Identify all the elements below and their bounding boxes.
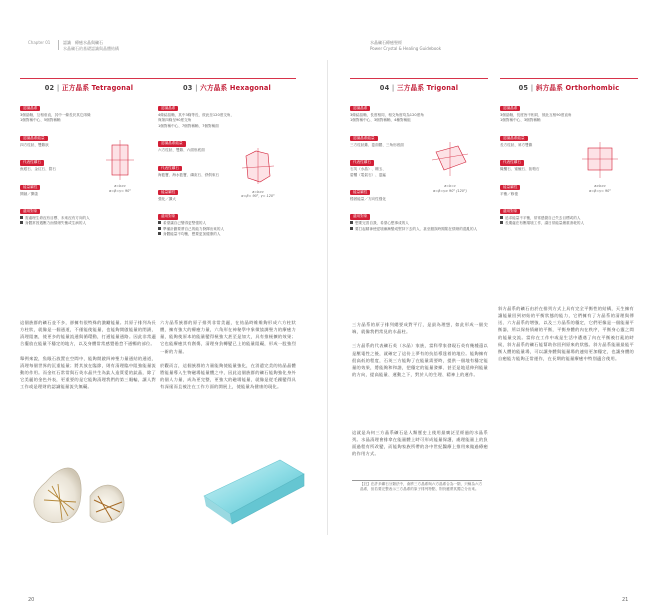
label-gem: 代表性礦石 (500, 160, 524, 165)
system-card-trigonal (350, 78, 488, 232)
left-folio: 20 (28, 597, 35, 603)
bullet-icon (20, 221, 23, 224)
section-name-cn: 六方晶系 (200, 84, 228, 92)
body-text-right-a: 三方晶系的原子排列總要成對平行，是最為理想，如此形成一個尖端，就像我們常見的水晶柱。 三方晶系的代表礦石英（水晶）家族，當科學家發現石英有幾種還以是壓電性之後，就確定了這份上夢有的抗倍導達着的地位。能夠擁有很高低的程度，石英三方能夠了在能量需要時，提供一個地有穩定能量的效果，將能夠和和諧，把穩定的能量發揮、甚至是地延伸到能量的方向，提高能量、運動之下，對於人的生理、精神上的運作。 (352, 323, 488, 379)
note-rule (352, 480, 482, 481)
fit-item: 長期處在有壓環境工作，讓日常能量嚴重消耗的人 (500, 221, 638, 226)
bullet-icon (500, 221, 503, 224)
fit-item: 準備計劃要將自己的能力發揮出來的人 (158, 227, 296, 232)
section-number: 04 (379, 84, 390, 92)
formula-angles: α=β=γ= 90° (108, 188, 132, 193)
crystal-shape-icon (572, 140, 628, 184)
right-running-header (370, 40, 441, 52)
footnote (360, 482, 484, 492)
bullet-icon (158, 227, 161, 230)
section-name-en: Trigonal (426, 84, 459, 92)
label-body: 能量屬性 (158, 190, 178, 195)
bullet-icon (350, 221, 353, 224)
section-name-cn: 斜方晶系 (535, 84, 563, 92)
system-card-orthorhombic (500, 78, 638, 227)
formula-axes: a≠b≠c (594, 184, 606, 189)
crystal-shape-icon (92, 140, 148, 184)
formula-axes: a=b≠c (114, 184, 126, 189)
gem-text: 魚眼石、金紅石、鋯石 (20, 167, 56, 172)
left-header-subtitle: 水晶礦石的基礎認識與晶體結構 (62, 46, 119, 51)
formula-angles: α=β= 90°, γ= 120° (241, 194, 275, 199)
crystal-diagram (92, 140, 148, 193)
right-header-title: 水晶礦石療癒聖經 (370, 40, 402, 45)
label-gem: 代表性礦石 (158, 166, 182, 171)
section-title: 04 | 三方晶系 Trigonal (350, 78, 488, 94)
gem-text: 石英（水晶）、剛玉、 碧璽（電氣石）、菱錳 (350, 167, 386, 177)
energy-text: 六方柱狀、雙錐、六面形底面 (158, 148, 205, 153)
core-text: 3條結晶軸，長度相同，相交角度均為120度角 1個對稱中心、3個對稱軸、4種對稱組 (350, 113, 424, 123)
label-energy: 認識晶系能量 (500, 136, 528, 141)
crystal-diagram (230, 146, 286, 199)
aquamarine-photo (200, 456, 310, 526)
chapter-label: Chapter 01 (28, 40, 51, 45)
section-name-en: Orthorhombic (565, 84, 620, 92)
crystal-shape-icon (230, 146, 286, 190)
props-text: 強化／擴大 (158, 197, 176, 202)
fit-item: 希望讓自己變得更堅強的人 (158, 221, 296, 226)
section-name-en: Tetragonal (91, 84, 134, 92)
label-fit: 適用對象 (158, 214, 178, 219)
body-text-left-b: 六方晶系族群的原子排列非常美麗，在結晶時維維夠形成六方柱狀體，擁有強大的療癒力量，六角形在神秘學中象徵協調聖力的療癒力量，能夠使原本的能量變得極強大甚至是加大，具有推極擴的效果；它也能療癒其有創傷，清理身負轉變已上的能量阻礙，形成一股強烈一新的力量。 於觀而言，這個族群的力量能夠使能量強化，在消遣完美的結晶晶體將能量導入生物磁場能量體之中，因此這個族群的礦石能夠強化身外的個人力量，成為更完整，更強大的磁場能量，就像是從毛躁變得具有深邃而且被注在工作方面的開展上，使能量為健康的現化。 (160, 321, 296, 391)
formula-axes: a=b≠c (252, 189, 264, 194)
fit-item: 想要完善自我，希望心想事成的人 (350, 221, 488, 226)
section-number: 05 (518, 84, 529, 92)
section-name-en: Hexagonal (229, 84, 272, 92)
bullet-icon (158, 232, 161, 235)
props-text: 平衡／修復 (500, 191, 518, 196)
bullet-icon (500, 216, 503, 219)
label-fit: 適用對象 (500, 209, 520, 214)
section-name-cn: 正方晶系 (61, 84, 90, 92)
label-energy: 認識晶系能量 (158, 141, 186, 146)
right-header-subtitle: Power Crystal & Healing Guidebook (370, 46, 442, 51)
formula-axes: a=b=c (444, 184, 456, 189)
book-spine (327, 60, 328, 535)
fit-item: 追求能量不平衡，常常感覺自己失去目標或的人 (500, 216, 638, 221)
fit-item: 身體常因遇壓力而情緒失衡或生病的人 (20, 221, 158, 226)
system-card-tetragonal (20, 78, 158, 227)
label-fit: 適用對象 (20, 209, 40, 214)
note-marker: 【註】 (360, 482, 371, 486)
core-text: 3個晶軸，長度皆不相同，彼此互相90度直角 1個對稱中心、3個對稱軸 (500, 113, 572, 123)
left-header-title: 認識 療癒水晶與礦石 (62, 40, 103, 45)
energy-text: 長方柱狀、斜方雙錐 (500, 142, 533, 147)
props-text: 開創／開啟 (20, 191, 38, 196)
gem-text: 橄欖石、蜜蠟石、拓帕石 (500, 167, 540, 172)
label-core: 認識晶系 (20, 106, 40, 111)
crystal-diagram (572, 140, 628, 193)
bullet-icon (350, 227, 353, 230)
fit-item: 需處理生命沒有目標、未來沒有方向的人 (20, 216, 158, 221)
label-body: 能量屬性 (350, 190, 370, 195)
label-core: 認識晶系 (500, 106, 520, 111)
bullet-icon (20, 216, 23, 219)
note-text: 在許多礦石分類法中，會將三方晶系與六方晶系合為一類，只稱為六方晶系，但若要完整表示三方晶系的原子排列特點，則仍應將其獨立分出來。 (360, 482, 483, 491)
core-text: 3個晶軸，互相垂直，其中一條長於其它兩條 1個對稱中心、5個對稱軸 (20, 113, 91, 123)
right-folio: 21 (622, 597, 629, 603)
label-gem: 代表性礦石 (350, 160, 374, 165)
core-text: 4條結晶軸，其中3條等長，彼此呈120度交角， 與第四條呈90度交角 1個對稱中心、7個對稱軸、7個對稱面 (158, 113, 235, 128)
formula-angles: α=β=γ= 90° (588, 188, 612, 193)
label-energy: 認識晶系能量 (20, 136, 48, 141)
body-text-left-a: 這個族群的礦石並不多，卻擁有很特殊的激勵能量。其原子排列為長方柱狀，就像是一個通道，不僅能使能量，也能夠開啟能量的閉鎖，清理阻塞，使更多的能量流通與循環動，打通能量通路。因此非常適合擺放在能量不穩定的地方，以及身體常常感覺倦怠不通暢的部位。 舉例來說，魚眼石放置在空間中，能夠開啟四神聖力量通結的通道，清理每個世界的沉重能量；將其放在臨節，則有清理臨中阻強能量流動的作用。而金紅石常常與石英水晶共生為鈦人造質愛的鈦晶，除了它美麗的金色外表，更重要的是它能夠清理我們的第三眼輪，讓人對工作或是理財的認識能量流失無礙。 (20, 321, 156, 391)
section-number: 03 (182, 84, 193, 92)
props-text: 穩固能量／方向性強化 (350, 197, 386, 202)
label-core: 認識晶系 (350, 106, 370, 111)
label-body: 能量屬性 (500, 185, 520, 190)
left-running-header (28, 40, 119, 52)
crystal-diagram (422, 140, 478, 193)
energy-text: 四方柱狀、雙錐狀 (20, 142, 49, 147)
gem-text: 海藍寶、海水藍寶、磷灰石、舒俱來石 (158, 172, 220, 177)
label-fit: 適用對象 (350, 214, 370, 219)
fit-item: 要打起精神使逆境漸漸變成堅持下去的人、甚至錯誤時期陷在情緒的混亂的人 (350, 227, 488, 232)
body-text-right-c: 斜方晶系的礦石由於在排列方式上具有完全平衡性的結構，天生擁有讓能量回到初始的平衡狀態的能力，它們擁有了方晶系的清理與傳送、六方晶系的增強、以及三方晶系的穩定，它們更像是一個能量平衡器，所以保持情緒的平衡，平衡身體的內在秩序，平衡身心靈之間的能量交流。當你在工作中或是生活中遭遇了內在平衡被打亂的時候，斜方晶系的礦石能幫助你回到原來的狀態。斜方晶系能量最能平衡人體的能量場，可以讓身體與能量場的連結更加穩定，也讓身體的自癒能力能夠正常運作，在長期的能量療癒中特別適合使用。 (498, 307, 634, 363)
section-title: 05 | 斜方晶系 Orthorhombic (500, 78, 638, 94)
section-name-cn: 三方晶系 (396, 84, 425, 92)
section-title: 02 | 正方晶系 Tetragonal (20, 78, 158, 94)
formula-angles: α=β=γ≠ 90° (120°) (433, 188, 467, 193)
system-card-hexagonal (158, 78, 296, 238)
energy-text: 三方柱狀錐、菱面體、三角形底面 (350, 142, 404, 147)
bullet-icon (158, 221, 161, 224)
section-title: 03 | 六方晶系 Hexagonal (158, 78, 296, 94)
label-gem: 代表性礦石 (20, 160, 44, 165)
body-text-right-b: 這就是為何三方晶系礦石是人類歷史上使用最廣泛至經過的水晶系列。水晶清理會排拿在能量體上時可形成能量保護，處理能量上的負面過程有所改變，而能夠家族所帶的各中世紀醫療上推用來做過療癒的作用方式。 (352, 431, 488, 458)
fit-item: 身體能量不均衡，想要更加健康的人 (158, 232, 296, 237)
crystal-shape-icon (422, 140, 478, 184)
rutile-quartz-photo (28, 456, 132, 531)
label-body: 能量屬性 (20, 185, 40, 190)
section-number: 02 (44, 84, 55, 92)
label-core: 認識晶系 (158, 106, 178, 111)
label-energy: 認識晶系能量 (350, 136, 378, 141)
